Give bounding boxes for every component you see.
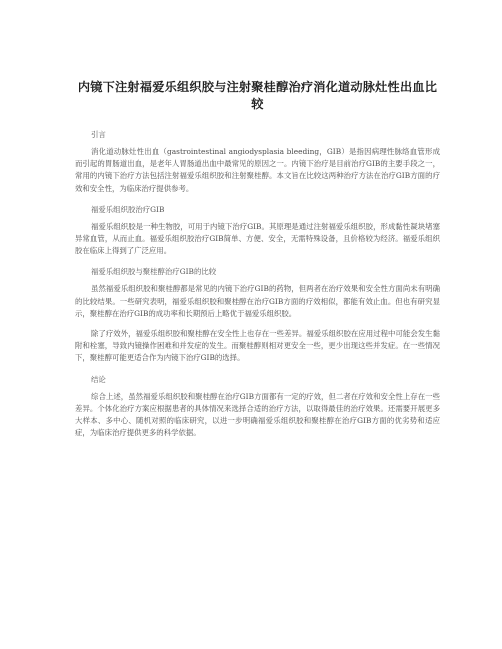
section-heading-glue-treatment: 福爱乐组织胶治疗GIB (91, 204, 165, 214)
section-heading-conclusion: 结论 (91, 374, 106, 384)
document-title: 内镜下注射福爱乐组织胶与注射聚桂醇治疗消化道动脉灶性出血比较 (77, 80, 438, 111)
paragraph-introduction: 消化道动脉灶性出血（gastrointestinal angiodysplasia bleeding，GIB）是指因病理性脉络血管形成而引起的胃肠道出血，是老年人胃肠道出血中最常见的原因之一。内镜下治疗是目前治疗GIB的主要手段之一，常用的内镜下治疗方法包括注射福爱乐组织胶和注射聚桂醇。本文旨在比较这两种治疗方法在治疗GIB方面的疗效和安全性，为临床治疗提供参考。 (75, 147, 440, 193)
section-heading-comparison: 福爱乐组织胶与聚桂醇治疗GIB的比较 (91, 267, 217, 277)
paragraph-comparison-safety: 除了疗效外，福爱乐组织胶和聚桂醇在安全性上也存在一些差异。福爱乐组织胶在应用过程中可能会发生黏附和栓塞，导致内镜操作困难和并发症的发生。而聚桂醇则相对更安全一些，更少出现这些并发症。在一些情况下，聚桂醇可能更适合作为内镜下治疗GIB的选择。 (75, 329, 440, 363)
section-heading-introduction: 引言 (91, 130, 106, 139)
paragraph-conclusion: 综合上述，虽然福爱乐组织胶和聚桂醇在治疗GIB方面都有一定的疗效，但二者在疗效和安全性上存在一些差异。个体化治疗方案应根据患者的具体情况来选择合适的治疗方法，以取得最佳的治疗效果。还需要开展更多大样本、多中心、随机对照的临床研究，以进一步明确福爱乐组织胶和聚桂醇在治疗GIB方面的优劣势和适应症，为临床治疗提供更多的科学依据。 (75, 391, 440, 438)
paragraph-comparison-efficacy: 虽然福爱乐组织胶和聚桂醇都是常见的内镜下治疗GIB的药物，但两者在治疗效果和安全性方面尚未有明确的比较结果。一些研究表明，福爱乐组织胶和聚桂醇在治疗GIB方面的疗效相似，都能有效止血。但也有研究显示，聚桂醇在治疗GIB的成功率和长期预后上略优于福爱乐组织胶。 (75, 284, 440, 318)
paragraph-glue-treatment: 福爱乐组织胶是一种生物胶，可用于内镜下治疗GIB。其原理是通过注射福爱乐组织胶，形成黏性凝块堵塞异常血管，从而止血。福爱乐组织胶治疗GIB简单、方便、安全，无需特殊设备，且价格较为经济。福爱乐组织胶在临床上得到了广泛应用。 (75, 221, 440, 256)
